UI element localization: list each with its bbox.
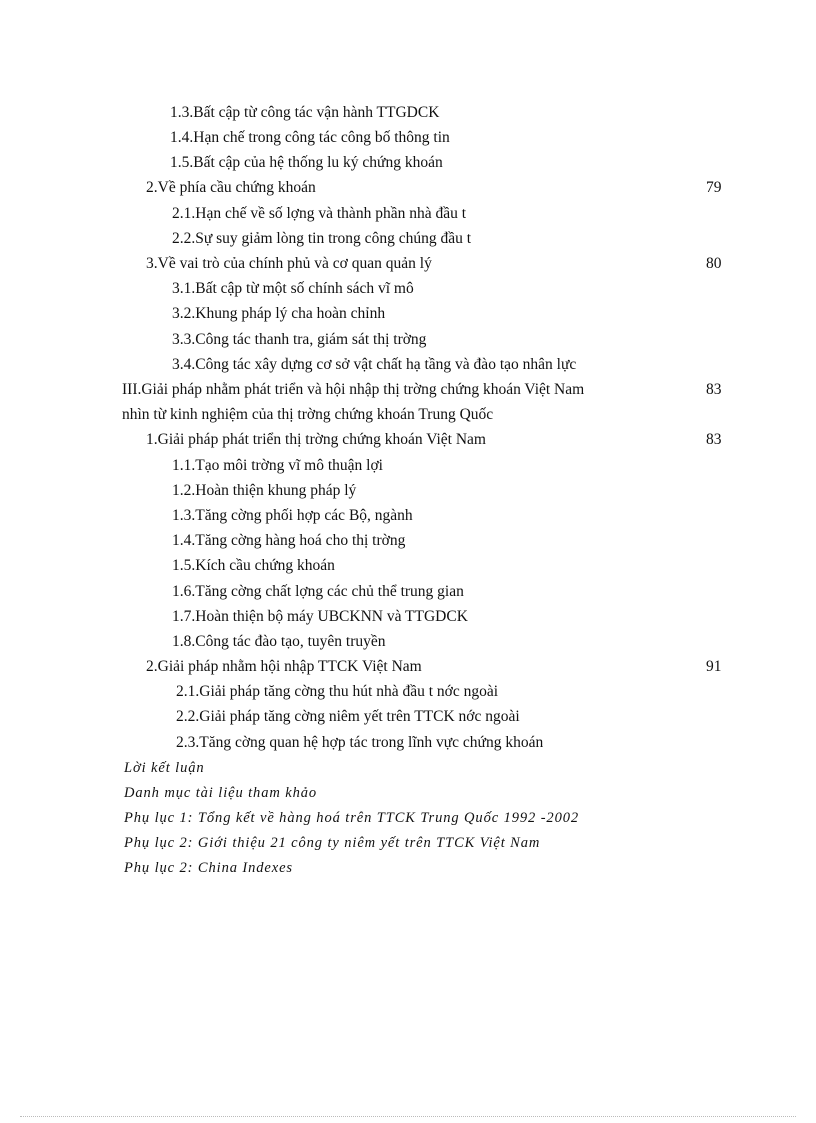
toc-entry-3-1: 3.1.Bất cập từ một số chính sách vĩ mô: [172, 280, 414, 297]
toc-entry-iii: III.Giải pháp nhằm phát triển và hội nhập thị trờng chứng khoán Việt Nam: [122, 381, 585, 398]
toc-entry-iii-cont: nhìn từ kinh nghiệm của thị trờng chứng khoán Trung Quốc: [122, 406, 494, 423]
toc-page-number: 83: [706, 431, 722, 448]
toc-entry-iii-1-4: 1.4.Tăng cờng hàng hoá cho thị trờng: [172, 532, 406, 549]
toc-entry-iii-1-3: 1.3.Tăng cờng phối hợp các Bộ, ngành: [172, 507, 413, 524]
toc-page-number: 80: [706, 255, 722, 272]
toc-entry-iii-1-5: 1.5.Kích cầu chứng khoán: [172, 557, 335, 574]
toc-entry-iii-1-2: 1.2.Hoàn thiện khung pháp lý: [172, 482, 357, 499]
toc-entry-iii-1-7: 1.7.Hoàn thiện bộ máy UBCKNN và TTGDCK: [172, 608, 468, 625]
toc-entry-iii-1: 1.Giải pháp phát triển thị trờng chứng khoán Việt Nam: [146, 431, 486, 448]
toc-entry-iii-2-1: 2.1.Giải pháp tăng cờng thu hút nhà đầu t nớc ngoài: [176, 683, 499, 700]
toc-entry-2-1: 2.1.Hạn chế về số lợng và thành phần nhà đầu t: [172, 205, 467, 222]
toc-page-number: 79: [706, 179, 722, 196]
toc-entry-iii-1-1: 1.1.Tạo môi trờng vĩ mô thuận lợi: [172, 457, 383, 474]
toc-entry-2-2: 2.2.Sự suy giảm lòng tin trong công chúng đầu t: [172, 230, 472, 247]
appendix-1-entry: Phụ lục 1: Tổng kết về hàng hoá trên TTCK Trung Quốc 1992 -2002: [124, 810, 580, 826]
toc-entry-iii-1-8: 1.8.Công tác đào tạo, tuyên truyền: [172, 633, 386, 650]
toc-entry-2: 2.Về phía cầu chứng khoán: [146, 179, 316, 196]
appendix-2-china-indexes-entry: Phụ lục 2: China Indexes: [124, 860, 293, 876]
toc-page-number: 83: [706, 381, 722, 398]
toc-entry-3-2: 3.2.Khung pháp lý cha hoàn chỉnh: [172, 305, 386, 322]
toc-entry-3-3: 3.3.Công tác thanh tra, giám sát thị trờng: [172, 331, 427, 348]
toc-entry-iii-2: 2.Giải pháp nhằm hội nhập TTCK Việt Nam: [146, 658, 422, 675]
toc-entry-3-4: 3.4.Công tác xây dựng cơ sở vật chất hạ tầng và đào tạo nhân lực: [172, 356, 577, 373]
toc-entry-1-4: 1.4.Hạn chế trong công tác công bố thông tin: [170, 129, 450, 146]
conclusion-entry: Lời kết luận: [124, 760, 205, 776]
toc-entry-iii-2-2: 2.2.Giải pháp tăng cờng niêm yết trên TTCK nớc ngoài: [176, 708, 520, 725]
toc-entry-1-5: 1.5.Bất cập của hệ thống lu ký chứng khoán: [170, 154, 443, 171]
toc-page-number: 91: [706, 658, 722, 675]
appendix-2-entry: Phụ lục 2: Giới thiệu 21 công ty niêm yết trên TTCK Việt Nam: [124, 835, 541, 851]
toc-entry-iii-2-3: 2.3.Tăng cờng quan hệ hợp tác trong lĩnh vực chứng khoán: [176, 734, 544, 751]
references-entry: Danh mục tài liệu tham khảo: [124, 785, 318, 801]
toc-entry-iii-1-6: 1.6.Tăng cờng chất lợng các chủ thể trung gian: [172, 583, 464, 600]
toc-entry-1-3: 1.3.Bất cập từ công tác vận hành TTGDCK: [170, 104, 440, 121]
toc-entry-3: 3.Về vai trò của chính phủ và cơ quan quản lý: [146, 255, 432, 272]
page-bottom-divider: [20, 1116, 796, 1117]
